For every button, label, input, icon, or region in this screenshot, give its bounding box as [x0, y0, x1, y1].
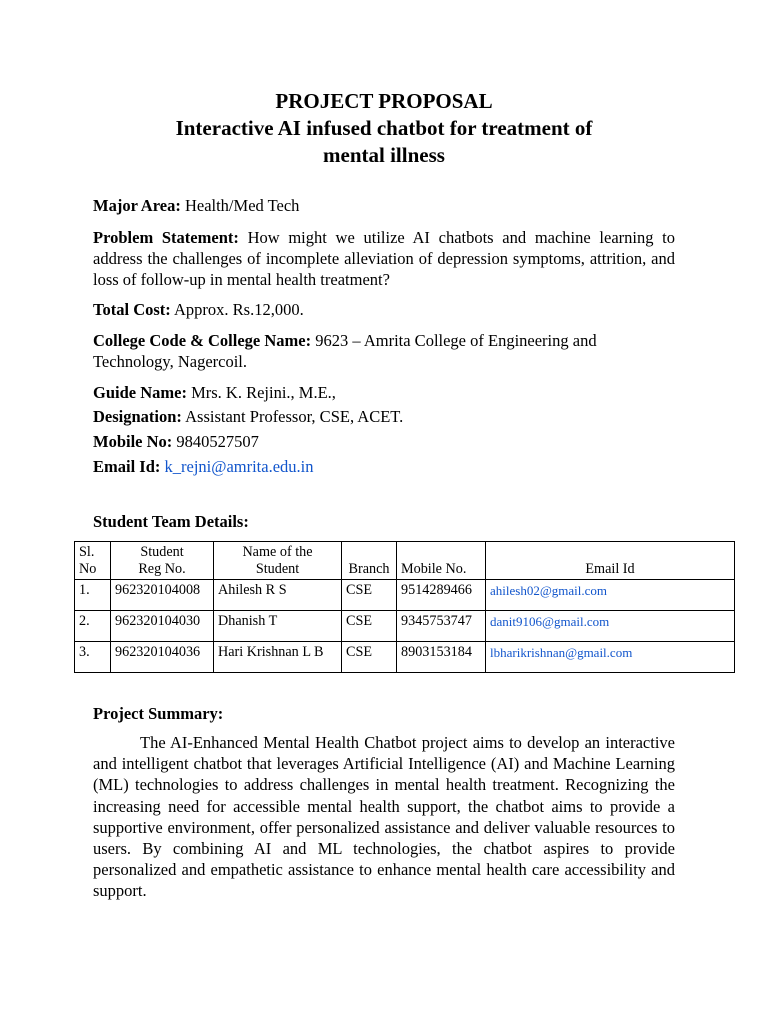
email-link[interactable]: k_rejni@amrita.edu.in: [164, 457, 314, 476]
cell-email-link[interactable]: lbharikrishnan@gmail.com: [486, 642, 735, 673]
guide-name-label: Guide Name:: [93, 383, 187, 402]
major-area-value: Health/Med Tech: [184, 196, 300, 215]
guide-name: [93, 382, 675, 403]
table-header-row: [75, 542, 735, 580]
header-sl-no: Sl. No: [75, 542, 111, 580]
cell-mobile: 9345753747: [397, 611, 486, 642]
cell-branch: CSE: [342, 580, 397, 611]
college-value: 9623 – Amrita College of Engineering and Technology, Nagercoil.: [93, 331, 597, 371]
document-title: PROJECT PROPOSAL: [275, 89, 493, 113]
mobile-label: Mobile No:: [93, 432, 173, 451]
mobile: [93, 431, 675, 452]
cell-reg: 962320104030: [111, 611, 214, 642]
cell-sl: 2.: [75, 611, 111, 642]
email-label: Email Id:: [93, 457, 161, 476]
summary-heading-label: Project Summary:: [93, 704, 224, 723]
team-heading: [93, 511, 675, 532]
cell-reg: 962320104036: [111, 642, 214, 673]
guide-name-value: Mrs. K. Rejini., M.E.,: [191, 383, 336, 402]
designation: [93, 406, 675, 427]
cell-branch: CSE: [342, 611, 397, 642]
mobile-value: 9840527507: [176, 432, 259, 451]
table-row: [75, 580, 735, 611]
summary-body: The AI-Enhanced Mental Health Chatbot project aims to develop an interactive and intelligent chatbot that leverages Artificial Intelligence (AI) and Machine Learning (ML) technologies to address challenges in mental health treatment. Recognizing the increasing need for accessible mental health support, the chatbot aims to provide a supportive environment, offer personalized assistance and deliver valuable resources to users. By combining AI and ML technologies, the chatbot aspires to provide personalized and empathetic assistance to enhance mental health care accessibility and support.: [93, 733, 675, 901]
table-row: [75, 642, 735, 673]
cell-sl: 3.: [75, 642, 111, 673]
problem-statement-label: Problem Statement:: [93, 228, 239, 247]
table-row: [75, 611, 735, 642]
header-mobile: Mobile No.: [397, 542, 486, 580]
total-cost-label: Total Cost:: [93, 300, 171, 319]
designation-value: Assistant Professor, CSE, ACET.: [185, 407, 404, 426]
project-title-line-2: mental illness: [323, 143, 445, 167]
cell-branch: CSE: [342, 642, 397, 673]
cell-name: Hari Krishnan L B: [214, 642, 342, 673]
college-label: College Code & College Name:: [93, 331, 312, 350]
cell-email-link[interactable]: ahilesh02@gmail.com: [486, 580, 735, 611]
total-cost: [93, 299, 675, 320]
header-student-name: Name of the Student: [214, 542, 342, 580]
cell-name: Ahilesh R S: [214, 580, 342, 611]
team-heading-label: Student Team Details:: [93, 512, 249, 531]
major-area: [93, 195, 675, 216]
project-title-line-1: Interactive AI infused chatbot for treatment of: [175, 116, 593, 140]
problem-statement-value: How might we utilize AI chatbots and machine learning to address the challenges of incomplete alleviation of depression symptoms, attrition, and loss of follow-up in mental health treatment?: [93, 228, 676, 289]
cell-mobile: 8903153184: [397, 642, 486, 673]
college: [93, 330, 675, 372]
header-reg-no: Student Reg No.: [111, 542, 214, 580]
student-team-table: [74, 541, 735, 673]
header-branch: Branch: [342, 542, 397, 580]
cell-reg: 962320104008: [111, 580, 214, 611]
problem-statement: [93, 227, 675, 290]
total-cost-value: Approx. Rs.12,000.: [174, 300, 304, 319]
cell-sl: 1.: [75, 580, 111, 611]
email: [93, 456, 675, 477]
designation-label: Designation:: [93, 407, 182, 426]
header-email: Email Id: [486, 542, 735, 580]
cell-name: Dhanish T: [214, 611, 342, 642]
major-area-label: Major Area:: [93, 196, 181, 215]
cell-mobile: 9514289466: [397, 580, 486, 611]
cell-email-link[interactable]: danit9106@gmail.com: [486, 611, 735, 642]
summary-heading: [93, 703, 675, 724]
